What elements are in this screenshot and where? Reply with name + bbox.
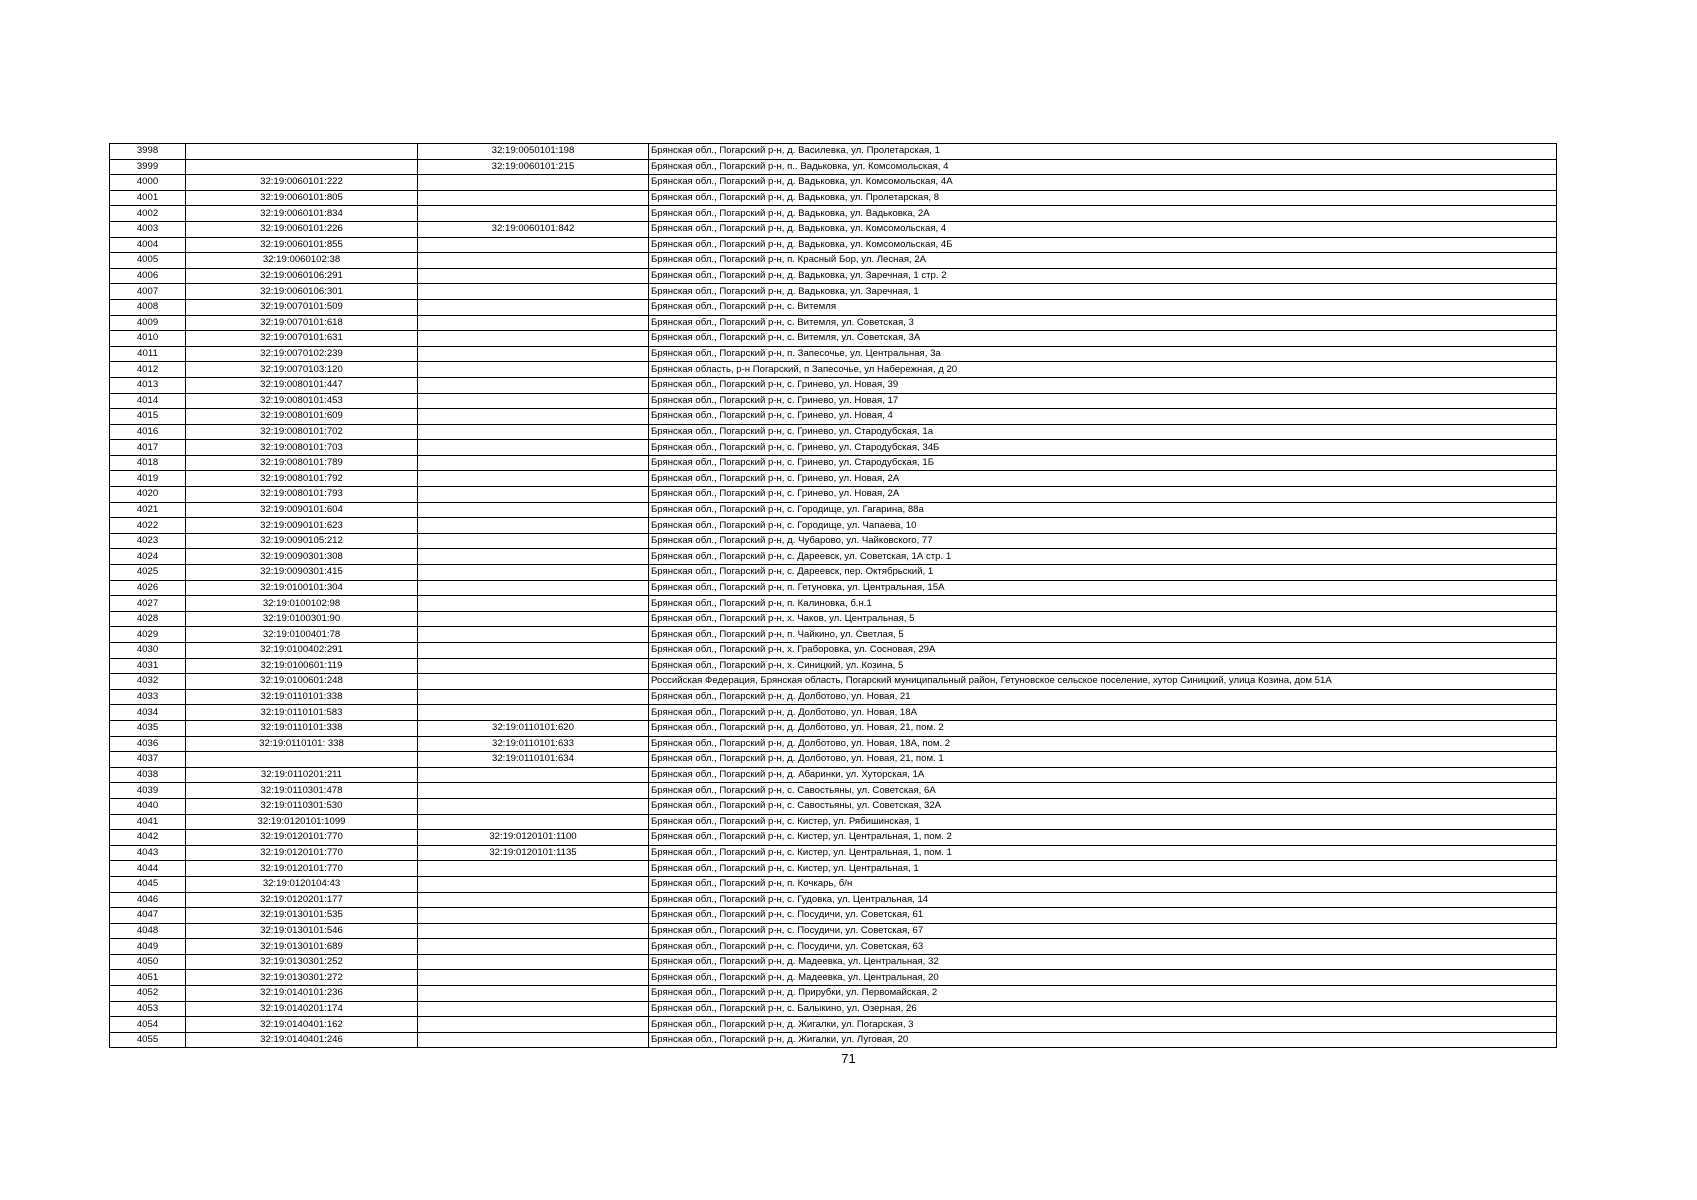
- table-row: [110, 1017, 1557, 1033]
- cadastral-number-cell: 32:19:0060101:855: [186, 237, 418, 253]
- row-number-cell: 4005: [110, 253, 186, 269]
- table-row: [110, 299, 1557, 315]
- table-row: [110, 814, 1557, 830]
- premises-cadastral-number-cell: [418, 190, 649, 206]
- premises-cadastral-number-cell: [418, 487, 649, 503]
- cadastral-number-cell: 32:19:0080101:792: [186, 471, 418, 487]
- row-number-cell: 4024: [110, 549, 186, 565]
- premises-cadastral-number-cell: [418, 1017, 649, 1033]
- premises-cadastral-number-cell: [418, 986, 649, 1002]
- address-cell: Брянская обл., Погарский р-н, д. Вадьковка, ул. Комсомольская, 4А: [649, 175, 1557, 191]
- address-cell: Брянская обл., Погарский р-н, д. Долботово, ул. Новая, 18А, пом. 2: [649, 736, 1557, 752]
- premises-cadastral-number-cell: [418, 689, 649, 705]
- row-number-cell: 4050: [110, 954, 186, 970]
- address-cell: Брянская обл., Погарский р-н, д. Мадеевка, ул. Центральная, 20: [649, 970, 1557, 986]
- row-number-cell: 4009: [110, 315, 186, 331]
- table-row: [110, 986, 1557, 1002]
- table-row: [110, 268, 1557, 284]
- address-cell: Брянская обл., Погарский р-н, с. Посудичи, ул. Советская, 67: [649, 923, 1557, 939]
- cadastral-number-cell: 32:19:0120101:770: [186, 830, 418, 846]
- address-cell: Брянская обл., Погарский р-н, с. Гринево, ул. Стародубская, 34Б: [649, 440, 1557, 456]
- row-number-cell: 4015: [110, 409, 186, 425]
- row-number-cell: 4016: [110, 424, 186, 440]
- cadastral-number-cell: 32:19:0080101:447: [186, 377, 418, 393]
- table-row: [110, 518, 1557, 534]
- cadastral-number-cell: 32:19:0130101:689: [186, 939, 418, 955]
- address-cell: Брянская обл., Погарский р-н, с. Гринево, ул. Новая, 39: [649, 377, 1557, 393]
- table-row: [110, 643, 1557, 659]
- address-cell: Брянская обл., Погарский р-н, п. Кочкарь, б/н: [649, 876, 1557, 892]
- table-row: [110, 471, 1557, 487]
- cadastral-number-cell: 32:19:0100301:90: [186, 611, 418, 627]
- table-row: [110, 221, 1557, 237]
- row-number-cell: 4032: [110, 674, 186, 690]
- table-row: [110, 175, 1557, 191]
- cadastral-number-cell: 32:19:0060102:38: [186, 253, 418, 269]
- table-row: [110, 720, 1557, 736]
- address-cell: Брянская обл., Погарский р-н, с. Городище, ул. Гагарина, 88а: [649, 502, 1557, 518]
- premises-cadastral-number-cell: 32:19:0120101:1100: [418, 830, 649, 846]
- row-number-cell: 4039: [110, 783, 186, 799]
- cadastral-number-cell: 32:19:0110301:478: [186, 783, 418, 799]
- cadastral-number-cell: 32:19:0140101:236: [186, 986, 418, 1002]
- row-number-cell: 4044: [110, 861, 186, 877]
- row-number-cell: 4037: [110, 752, 186, 768]
- row-number-cell: 4019: [110, 471, 186, 487]
- row-number-cell: 4022: [110, 518, 186, 534]
- premises-cadastral-number-cell: [418, 440, 649, 456]
- cadastral-number-cell: [186, 159, 418, 175]
- row-number-cell: 4031: [110, 658, 186, 674]
- premises-cadastral-number-cell: [418, 923, 649, 939]
- table-row: [110, 970, 1557, 986]
- row-number-cell: 4051: [110, 970, 186, 986]
- premises-cadastral-number-cell: [418, 861, 649, 877]
- cadastral-number-cell: 32:19:0120101:770: [186, 861, 418, 877]
- row-number-cell: 3998: [110, 144, 186, 160]
- premises-cadastral-number-cell: [418, 767, 649, 783]
- table-row: [110, 1001, 1557, 1017]
- table-row: [110, 845, 1557, 861]
- address-cell: Брянская обл., Погарский р-н, с. Гринево, ул. Новая, 2А: [649, 471, 1557, 487]
- cadastral-number-cell: 32:19:0090301:308: [186, 549, 418, 565]
- cadastral-number-cell: 32:19:0100601:119: [186, 658, 418, 674]
- address-cell: Брянская обл., Погарский р-н, с. Гринево, ул. Новая, 17: [649, 393, 1557, 409]
- table-row: [110, 736, 1557, 752]
- premises-cadastral-number-cell: [418, 206, 649, 222]
- cadastral-number-cell: 32:19:0100402:291: [186, 643, 418, 659]
- address-cell: Брянская обл., Погарский р-н, п. Запесочье, ул. Центральная, 3а: [649, 346, 1557, 362]
- address-cell: Брянская обл., Погарский р-н, п. Калиновка, б.н.1: [649, 596, 1557, 612]
- table-row: [110, 144, 1557, 160]
- row-number-cell: 4029: [110, 627, 186, 643]
- table-row: [110, 767, 1557, 783]
- row-number-cell: 4041: [110, 814, 186, 830]
- premises-cadastral-number-cell: [418, 362, 649, 378]
- address-cell: Брянская обл., Погарский р-н, д. Василевка, ул. Пролетарская, 1: [649, 144, 1557, 160]
- premises-cadastral-number-cell: [418, 565, 649, 581]
- cadastral-number-cell: 32:19:0070101:631: [186, 331, 418, 347]
- premises-cadastral-number-cell: [418, 1032, 649, 1048]
- cadastral-number-cell: 32:19:0070101:618: [186, 315, 418, 331]
- cadastral-number-cell: 32:19:0060101:834: [186, 206, 418, 222]
- row-number-cell: 4038: [110, 767, 186, 783]
- address-cell: Брянская обл., Погарский р-н, с. Витемля, ул. Советская, 3А: [649, 331, 1557, 347]
- premises-cadastral-number-cell: 32:19:0110101:633: [418, 736, 649, 752]
- cadastral-number-cell: 32:19:0120101:1099: [186, 814, 418, 830]
- premises-cadastral-number-cell: [418, 611, 649, 627]
- premises-cadastral-number-cell: 32:19:0110101:620: [418, 720, 649, 736]
- cadastral-number-cell: 32:19:0130101:546: [186, 923, 418, 939]
- address-cell: Брянская обл., Погарский р-н, с. Посудичи, ул. Советская, 61: [649, 908, 1557, 924]
- premises-cadastral-number-cell: [418, 299, 649, 315]
- address-cell: Брянская обл., Погарский р-н, п. Красный Бор, ул. Лесная, 2А: [649, 253, 1557, 269]
- row-number-cell: 4000: [110, 175, 186, 191]
- row-number-cell: 4011: [110, 346, 186, 362]
- premises-cadastral-number-cell: [418, 814, 649, 830]
- row-number-cell: 4023: [110, 533, 186, 549]
- cadastral-number-cell: 32:19:0070102:239: [186, 346, 418, 362]
- address-cell: Брянская обл., Погарский р-н, с. Кистер, ул. Центральная, 1, пом. 2: [649, 830, 1557, 846]
- table-row: [110, 689, 1557, 705]
- address-cell: Брянская обл., Погарский р-н, д. Вадьковка, ул. Заречная, 1 стр. 2: [649, 268, 1557, 284]
- table-row: [110, 455, 1557, 471]
- cadastral-number-cell: 32:19:0060101:226: [186, 221, 418, 237]
- address-cell: Брянская обл., Погарский р-н, д. Вадьковка, ул. Комсомольская, 4: [649, 221, 1557, 237]
- row-number-cell: 4028: [110, 611, 186, 627]
- row-number-cell: 4003: [110, 221, 186, 237]
- premises-cadastral-number-cell: 32:19:0050101:198: [418, 144, 649, 160]
- row-number-cell: 3999: [110, 159, 186, 175]
- address-cell: Брянская обл., Погарский р-н, д. Жигалки, ул. Луговая, 20: [649, 1032, 1557, 1048]
- premises-cadastral-number-cell: [418, 658, 649, 674]
- cadastral-number-cell: [186, 144, 418, 160]
- cadastral-number-cell: 32:19:0060106:301: [186, 284, 418, 300]
- address-cell: Брянская обл., Погарский р-н, д. Вадьковка, ул. Заречная, 1: [649, 284, 1557, 300]
- address-cell: Брянская обл., Погарский р-н, с. Савостьяны, ул. Советская, 32А: [649, 798, 1557, 814]
- address-cell: Брянская обл., Погарский р-н, д. Жигалки, ул. Погарская, 3: [649, 1017, 1557, 1033]
- premises-cadastral-number-cell: [418, 268, 649, 284]
- cadastral-number-cell: 32:19:0100601:248: [186, 674, 418, 690]
- premises-cadastral-number-cell: [418, 377, 649, 393]
- row-number-cell: 4048: [110, 923, 186, 939]
- cadastral-number-cell: 32:19:0090101:623: [186, 518, 418, 534]
- table-row: [110, 876, 1557, 892]
- row-number-cell: 4054: [110, 1017, 186, 1033]
- cadastral-number-cell: 32:19:0070101:509: [186, 299, 418, 315]
- row-number-cell: 4027: [110, 596, 186, 612]
- premises-cadastral-number-cell: [418, 627, 649, 643]
- table-row: [110, 627, 1557, 643]
- cadastral-number-cell: 32:19:0120201:177: [186, 892, 418, 908]
- premises-cadastral-number-cell: [418, 346, 649, 362]
- table-row: [110, 939, 1557, 955]
- premises-cadastral-number-cell: [418, 970, 649, 986]
- address-cell: Брянская обл., Погарский р-н, п.. Вадьковка, ул. Комсомольская, 4: [649, 159, 1557, 175]
- table-row: [110, 923, 1557, 939]
- row-number-cell: 4030: [110, 643, 186, 659]
- cadastral-number-cell: 32:19:0130101:535: [186, 908, 418, 924]
- address-cell: Брянская обл., Погарский р-н, д. Вадьковка, ул. Комсомольская, 4Б: [649, 237, 1557, 253]
- cadastral-number-cell: 32:19:0110301:530: [186, 798, 418, 814]
- premises-cadastral-number-cell: [418, 424, 649, 440]
- address-cell: Брянская обл., Погарский р-н, д. Прирубки, ул. Первомайская, 2: [649, 986, 1557, 1002]
- row-number-cell: 4053: [110, 1001, 186, 1017]
- premises-cadastral-number-cell: [418, 954, 649, 970]
- row-number-cell: 4021: [110, 502, 186, 518]
- table-row: [110, 253, 1557, 269]
- row-number-cell: 4006: [110, 268, 186, 284]
- premises-cadastral-number-cell: [418, 892, 649, 908]
- cadastral-number-cell: 32:19:0080101:453: [186, 393, 418, 409]
- address-cell: Брянская обл., Погарский р-н, с. Гринево, ул. Стародубская, 1а: [649, 424, 1557, 440]
- premises-cadastral-number-cell: [418, 705, 649, 721]
- cadastral-number-cell: 32:19:0080101:609: [186, 409, 418, 425]
- row-number-cell: 4049: [110, 939, 186, 955]
- table-row: [110, 752, 1557, 768]
- table-row: [110, 533, 1557, 549]
- table-row: [110, 362, 1557, 378]
- table-row: [110, 705, 1557, 721]
- address-cell: Брянская обл., Погарский р-н, х. Чаков, ул. Центральная, 5: [649, 611, 1557, 627]
- cadastral-number-cell: 32:19:0080101:789: [186, 455, 418, 471]
- table-row: [110, 892, 1557, 908]
- address-cell: Брянская обл., Погарский р-н, х. Граборовка, ул. Сосновая, 29А: [649, 643, 1557, 659]
- address-cell: Брянская обл., Погарский р-н, д. Мадеевка, ул. Центральная, 32: [649, 954, 1557, 970]
- property-registry-table: [109, 143, 1557, 1048]
- address-cell: Брянская обл., Погарский р-н, п. Чайкино, ул. Светлая, 5: [649, 627, 1557, 643]
- cadastral-number-cell: 32:19:0110101: 338: [186, 736, 418, 752]
- address-cell: Брянская обл., Погарский р-н, с. Гудовка, ул. Центральная, 14: [649, 892, 1557, 908]
- table-row: [110, 424, 1557, 440]
- premises-cadastral-number-cell: [418, 783, 649, 799]
- table-row: [110, 954, 1557, 970]
- address-cell: Брянская обл., Погарский р-н, с. Кистер, ул. Рябишинская, 1: [649, 814, 1557, 830]
- table-row: [110, 565, 1557, 581]
- address-cell: Брянская обл., Погарский р-н, с. Гринево, ул. Новая, 4: [649, 409, 1557, 425]
- cadastral-number-cell: 32:19:0060101:805: [186, 190, 418, 206]
- table-row: [110, 487, 1557, 503]
- cadastral-number-cell: 32:19:0090105:212: [186, 533, 418, 549]
- table-row: [110, 908, 1557, 924]
- premises-cadastral-number-cell: [418, 549, 649, 565]
- table-row: [110, 393, 1557, 409]
- address-cell: Брянская обл., Погарский р-н, с. Городище, ул. Чапаева, 10: [649, 518, 1557, 534]
- row-number-cell: 4035: [110, 720, 186, 736]
- premises-cadastral-number-cell: [418, 580, 649, 596]
- table-row: [110, 409, 1557, 425]
- table-row: [110, 830, 1557, 846]
- row-number-cell: 4008: [110, 299, 186, 315]
- premises-cadastral-number-cell: [418, 533, 649, 549]
- row-number-cell: 4033: [110, 689, 186, 705]
- cadastral-number-cell: 32:19:0100101:304: [186, 580, 418, 596]
- premises-cadastral-number-cell: [418, 939, 649, 955]
- premises-cadastral-number-cell: [418, 798, 649, 814]
- table-row: [110, 861, 1557, 877]
- table-row: [110, 206, 1557, 222]
- table-row: [110, 798, 1557, 814]
- address-cell: Брянская обл., Погарский р-н, с. Кистер, ул. Центральная, 1: [649, 861, 1557, 877]
- premises-cadastral-number-cell: [418, 409, 649, 425]
- address-cell: Брянская обл., Погарский р-н, с. Посудичи, ул. Советская, 63: [649, 939, 1557, 955]
- premises-cadastral-number-cell: [418, 471, 649, 487]
- row-number-cell: 4018: [110, 455, 186, 471]
- table-row: [110, 440, 1557, 456]
- cadastral-number-cell: 32:19:0140401:246: [186, 1032, 418, 1048]
- address-cell: Брянская обл., Погарский р-н, с. Кистер, ул. Центральная, 1, пом. 1: [649, 845, 1557, 861]
- cadastral-number-cell: 32:19:0090301:415: [186, 565, 418, 581]
- cadastral-number-cell: 32:19:0060101:222: [186, 175, 418, 191]
- cadastral-number-cell: 32:19:0100401:78: [186, 627, 418, 643]
- premises-cadastral-number-cell: [418, 876, 649, 892]
- page-number: 71: [841, 1051, 856, 1066]
- row-number-cell: 4013: [110, 377, 186, 393]
- premises-cadastral-number-cell: [418, 237, 649, 253]
- cadastral-number-cell: 32:19:0080101:703: [186, 440, 418, 456]
- table-row: [110, 502, 1557, 518]
- address-cell: Брянская область, р-н Погарский, п Запесочье, ул Набережная, д 20: [649, 362, 1557, 378]
- row-number-cell: 4034: [110, 705, 186, 721]
- row-number-cell: 4040: [110, 798, 186, 814]
- premises-cadastral-number-cell: [418, 596, 649, 612]
- cadastral-number-cell: 32:19:0100102:98: [186, 596, 418, 612]
- row-number-cell: 4026: [110, 580, 186, 596]
- premises-cadastral-number-cell: 32:19:0120101:1135: [418, 845, 649, 861]
- premises-cadastral-number-cell: [418, 518, 649, 534]
- row-number-cell: 4012: [110, 362, 186, 378]
- table-row: [110, 549, 1557, 565]
- row-number-cell: 4007: [110, 284, 186, 300]
- row-number-cell: 4046: [110, 892, 186, 908]
- address-cell: Брянская обл., Погарский р-н, д. Абаринки, ул. Хуторская, 1А: [649, 767, 1557, 783]
- table-row: [110, 237, 1557, 253]
- table-row: [110, 190, 1557, 206]
- premises-cadastral-number-cell: [418, 1001, 649, 1017]
- row-number-cell: 4042: [110, 830, 186, 846]
- row-number-cell: 4055: [110, 1032, 186, 1048]
- row-number-cell: 4001: [110, 190, 186, 206]
- cadastral-number-cell: [186, 752, 418, 768]
- table-row: [110, 783, 1557, 799]
- address-cell: Брянская обл., Погарский р-н, с. Витемля: [649, 299, 1557, 315]
- premises-cadastral-number-cell: [418, 315, 649, 331]
- address-cell: Брянская обл., Погарский р-н, с. Витемля, ул. Советская, 3: [649, 315, 1557, 331]
- cadastral-number-cell: 32:19:0130301:272: [186, 970, 418, 986]
- table-row: [110, 658, 1557, 674]
- table-row: [110, 284, 1557, 300]
- row-number-cell: 4004: [110, 237, 186, 253]
- cadastral-number-cell: 32:19:0080101:702: [186, 424, 418, 440]
- premises-cadastral-number-cell: [418, 455, 649, 471]
- address-cell: Брянская обл., Погарский р-н, д. Долботово, ул. Новая, 21, пом. 1: [649, 752, 1557, 768]
- table-row: [110, 596, 1557, 612]
- cadastral-number-cell: 32:19:0120104:43: [186, 876, 418, 892]
- premises-cadastral-number-cell: [418, 908, 649, 924]
- address-cell: Брянская обл., Погарский р-н, д. Долботово, ул. Новая, 18А: [649, 705, 1557, 721]
- row-number-cell: 4043: [110, 845, 186, 861]
- table-row: [110, 1032, 1557, 1048]
- address-cell: Брянская обл., Погарский р-н, п. Гетуновка, ул. Центральная, 15А: [649, 580, 1557, 596]
- address-cell: Брянская обл., Погарский р-н, с. Гринево, ул. Стародубская, 1Б: [649, 455, 1557, 471]
- row-number-cell: 4025: [110, 565, 186, 581]
- address-cell: Брянская обл., Погарский р-н, д. Долботово, ул. Новая, 21, пом. 2: [649, 720, 1557, 736]
- table-body: [110, 144, 1557, 1048]
- address-cell: Брянская обл., Погарский р-н, с. Дареевск, пер. Октябрьский, 1: [649, 565, 1557, 581]
- address-cell: Брянская обл., Погарский р-н, с. Балыкино, ул. Озерная, 26: [649, 1001, 1557, 1017]
- cadastral-number-cell: 32:19:0090101:604: [186, 502, 418, 518]
- premises-cadastral-number-cell: [418, 284, 649, 300]
- premises-cadastral-number-cell: [418, 502, 649, 518]
- premises-cadastral-number-cell: 32:19:0060101:215: [418, 159, 649, 175]
- cadastral-number-cell: 32:19:0120101:770: [186, 845, 418, 861]
- premises-cadastral-number-cell: [418, 175, 649, 191]
- cadastral-number-cell: 32:19:0110101:338: [186, 689, 418, 705]
- table-row: [110, 674, 1557, 690]
- premises-cadastral-number-cell: [418, 674, 649, 690]
- cadastral-number-cell: 32:19:0110101:583: [186, 705, 418, 721]
- row-number-cell: 4047: [110, 908, 186, 924]
- premises-cadastral-number-cell: [418, 643, 649, 659]
- address-cell: Брянская обл., Погарский р-н, с. Савостьяны, ул. Советская, 6А: [649, 783, 1557, 799]
- premises-cadastral-number-cell: [418, 253, 649, 269]
- address-cell: Брянская обл., Погарский р-н, д. Чубарово, ул. Чайковского, 77: [649, 533, 1557, 549]
- address-cell: Брянская обл., Погарский р-н, д. Долботово, ул. Новая, 21: [649, 689, 1557, 705]
- address-cell: Брянская обл., Погарский р-н, д. Вадьковка, ул. Вадьковка, 2А: [649, 206, 1557, 222]
- premises-cadastral-number-cell: 32:19:0110101:634: [418, 752, 649, 768]
- row-number-cell: 4014: [110, 393, 186, 409]
- row-number-cell: 4002: [110, 206, 186, 222]
- cadastral-number-cell: 32:19:0110101:338: [186, 720, 418, 736]
- cadastral-number-cell: 32:19:0070103:120: [186, 362, 418, 378]
- table-row: [110, 331, 1557, 347]
- row-number-cell: 4020: [110, 487, 186, 503]
- address-cell: Российская Федерация, Брянская область, Погарский муниципальный район, Гетуновское сельское поселение, хутор Синицкий, улица Козина, дом 51А: [649, 674, 1557, 690]
- address-cell: Брянская обл., Погарский р-н, х. Синицкий, ул. Козина, 5: [649, 658, 1557, 674]
- cadastral-number-cell: 32:19:0140201:174: [186, 1001, 418, 1017]
- premises-cadastral-number-cell: [418, 393, 649, 409]
- table-row: [110, 346, 1557, 362]
- address-cell: Брянская обл., Погарский р-н, с. Дареевск, ул. Советская, 1А стр. 1: [649, 549, 1557, 565]
- cadastral-number-cell: 32:19:0130301:252: [186, 954, 418, 970]
- table-row: [110, 315, 1557, 331]
- row-number-cell: 4017: [110, 440, 186, 456]
- row-number-cell: 4045: [110, 876, 186, 892]
- cadastral-number-cell: 32:19:0140401:162: [186, 1017, 418, 1033]
- row-number-cell: 4010: [110, 331, 186, 347]
- premises-cadastral-number-cell: 32:19:0060101:842: [418, 221, 649, 237]
- row-number-cell: 4036: [110, 736, 186, 752]
- cadastral-number-cell: 32:19:0080101:793: [186, 487, 418, 503]
- cadastral-number-cell: 32:19:0110201:211: [186, 767, 418, 783]
- table-row: [110, 159, 1557, 175]
- address-cell: Брянская обл., Погарский р-н, с. Гринево, ул. Новая, 2А: [649, 487, 1557, 503]
- address-cell: Брянская обл., Погарский р-н, д. Вадьковка, ул. Пролетарская, 8: [649, 190, 1557, 206]
- table-row: [110, 377, 1557, 393]
- table-row: [110, 611, 1557, 627]
- premises-cadastral-number-cell: [418, 331, 649, 347]
- row-number-cell: 4052: [110, 986, 186, 1002]
- cadastral-number-cell: 32:19:0060106:291: [186, 268, 418, 284]
- table-row: [110, 580, 1557, 596]
